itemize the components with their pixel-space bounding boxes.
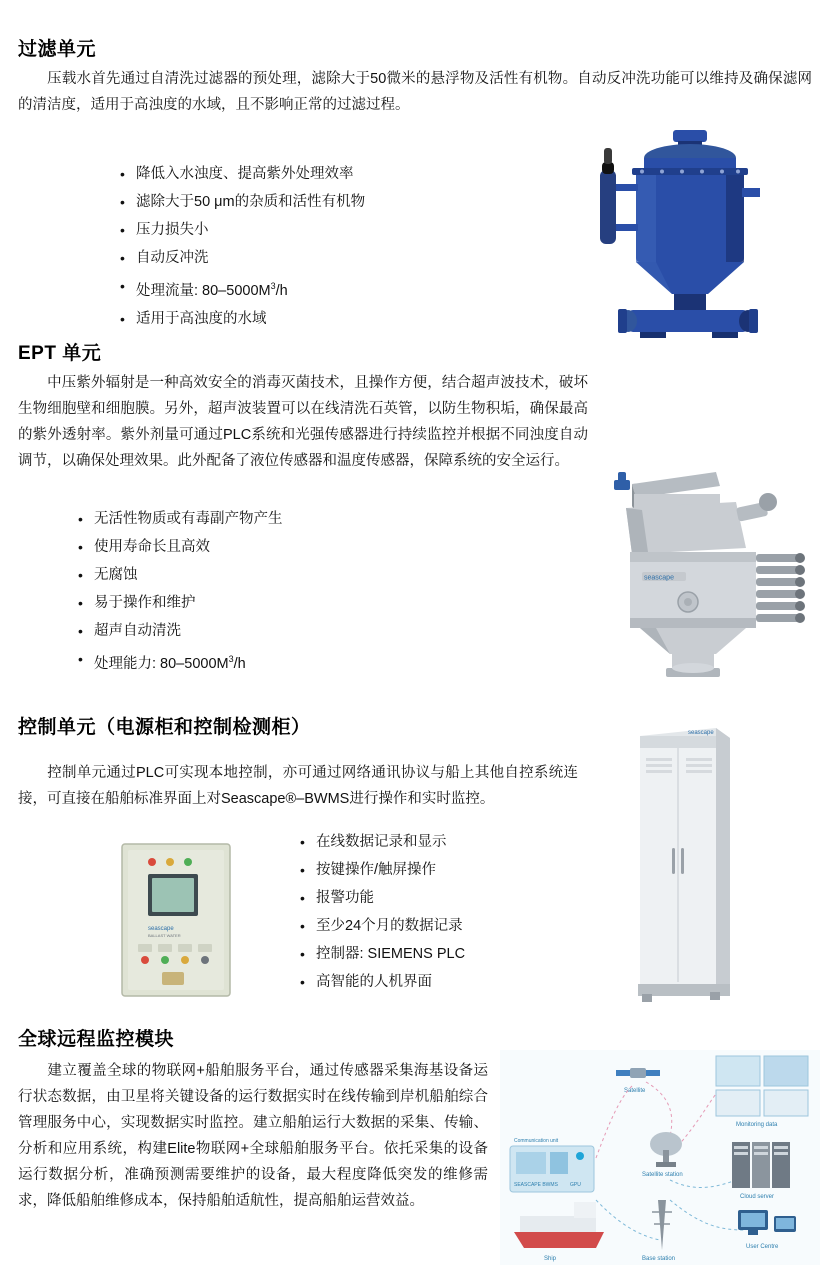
list-item-label: 使用寿命长且高效: [94, 539, 210, 555]
diagram-label: SEASCAPE BWMS: [514, 1182, 558, 1188]
list-item: [300, 940, 620, 968]
section-title-filter: 过滤单元: [18, 39, 97, 60]
feature-list-ept: [78, 505, 508, 678]
paragraph-text: 中压紫外辐射是一种高效安全的消毒灭菌技术，且操作方便，结合超声波技术，破坏生物细胞壁和细胞膜。另外，超声波装置可以在线清洗石英管，以防生物积垢，确保最高的紫外透射率。紫外剂量可通过PLC系统和光强传感器进行持续监控并根据不同浊度自动调节，以确保处理效果。此外配备了液位传感器和温度传感器，保障系统的安全运行。: [18, 375, 588, 469]
paragraph-text: 建立覆盖全球的物联网+船舶服务平台，通过传感器采集海基设备运行状态数据，由卫星将关键设备的运行数据实时在线传输到岸机船舶综合管理服务中心，实现数据实时监控。建立船舶运行大数据的采集、传输、分析和应用系统，构建Elite物联网+全球船舶服务平台。依托采集的设备运行数据分析，准确预测需要维护的设备，最大程度降低突发的维修需求，降低船舶维修成本，保持船舶适航性，提高船舶运营效益。: [18, 1063, 488, 1209]
svg-text:seascape: seascape: [148, 926, 174, 932]
paragraph-text: 控制单元通过PLC可实现本地控制，亦可通过网络通讯协议与船上其他自控系统连接，可直接在船舶标准界面上对Seascape®–BWMS进行操作和实时监控。: [18, 765, 578, 807]
list-item: [78, 505, 508, 533]
list-item-label: 适用于高浊度的水域: [136, 310, 267, 327]
list-item-label: 处理流量: $80-5000M^3/h$: [136, 281, 288, 299]
diagram-label: Satellite station: [642, 1172, 683, 1178]
list-item-label: 无腐蚀: [94, 567, 138, 583]
diagram-label: User Centre: [746, 1244, 779, 1250]
list-item-label: 无活性物质或有毒副产物产生: [94, 511, 283, 527]
svg-text:seascape: seascape: [644, 574, 674, 582]
list-item-label: 按键操作/触屏操作: [316, 862, 437, 878]
list-item-label: 报警功能: [316, 890, 374, 906]
control-cabinet-image: [630, 718, 740, 1008]
paragraph-text: 压载水首先通过自清洗过滤器的预处理，滤除大于50微米的悬浮物及活性有机物。自动反冲洗功能可以维持及确保滤网的清洁度，适用于高浊度的水域，且不影响正常的过滤过程。: [18, 71, 812, 113]
filter-unit-image: [566, 128, 806, 343]
list-item-label: 滤除大于50 μm的杂质和活性有机物: [136, 194, 366, 210]
list-item: [300, 828, 620, 856]
section-paragraph-ept: [18, 370, 588, 474]
list-item-label: 压力损失小: [136, 222, 209, 238]
filter-unit-illustration: [566, 128, 806, 343]
ept-unit-illustration: [596, 462, 816, 682]
feature-list-control: [300, 828, 620, 996]
svg-text:seascape: seascape: [688, 730, 714, 736]
list-item-label: 易于操作和维护: [94, 595, 196, 611]
list-item: [120, 188, 520, 216]
section-title-ept: EPT 单元: [18, 343, 102, 364]
list-item-label: 高智能的人机界面: [316, 974, 432, 990]
list-item-label: 降低入水浊度、提高紫外处理效率: [136, 166, 354, 182]
section-title-global: 全球远程监控模块: [18, 1029, 175, 1050]
list-item: [300, 884, 620, 912]
list-item: [120, 272, 520, 305]
ept-unit-image: [596, 462, 816, 682]
list-item: [78, 589, 508, 617]
list-item: [78, 561, 508, 589]
list-item-label: 在线数据记录和显示: [316, 834, 447, 850]
list-item-label: 超声自动清洗: [94, 623, 181, 639]
list-item: [300, 912, 620, 940]
feature-list-filter: [120, 160, 520, 333]
diagram-label: Ship: [544, 1256, 557, 1262]
list-item: [78, 617, 508, 645]
list-item: [300, 856, 620, 884]
diagram-label: Communication unit: [514, 1138, 559, 1144]
control-panel-illustration: [118, 840, 238, 1000]
control-panel-image: [118, 840, 238, 1000]
svg-text:BALLAST WATER: BALLAST WATER: [148, 933, 181, 938]
diagram-label: Base station: [642, 1256, 676, 1262]
section-paragraph-global: [18, 1058, 488, 1214]
diagram-label: Satellite: [624, 1088, 646, 1094]
section-paragraph-filter: [18, 66, 812, 118]
diagram-label: Cloud server: [740, 1194, 775, 1200]
section-paragraph-control: [18, 760, 578, 812]
section-title-control: 控制单元（电源柜和控制检测柜）: [18, 717, 311, 738]
list-item: [78, 533, 508, 561]
global-monitoring-diagram: [500, 1050, 820, 1265]
list-item: [78, 645, 508, 678]
list-item-label: 控制器: SIEMENS PLC: [316, 946, 466, 962]
list-item-label: 处理能力: $80-5000M^3/h$: [94, 654, 246, 672]
diagram-label: GPU: [570, 1182, 581, 1188]
list-item: [120, 216, 520, 244]
list-item-label: 自动反冲洗: [136, 250, 209, 266]
control-cabinet-illustration: [630, 718, 740, 1008]
diagram-label: Monitoring data: [736, 1122, 778, 1128]
list-item: [300, 968, 620, 996]
list-item: [120, 244, 520, 272]
list-item: [120, 305, 520, 333]
global-monitoring-illustration: [500, 1050, 820, 1265]
list-item-label: 至少24个月的数据记录: [316, 918, 463, 934]
list-item: [120, 160, 520, 188]
